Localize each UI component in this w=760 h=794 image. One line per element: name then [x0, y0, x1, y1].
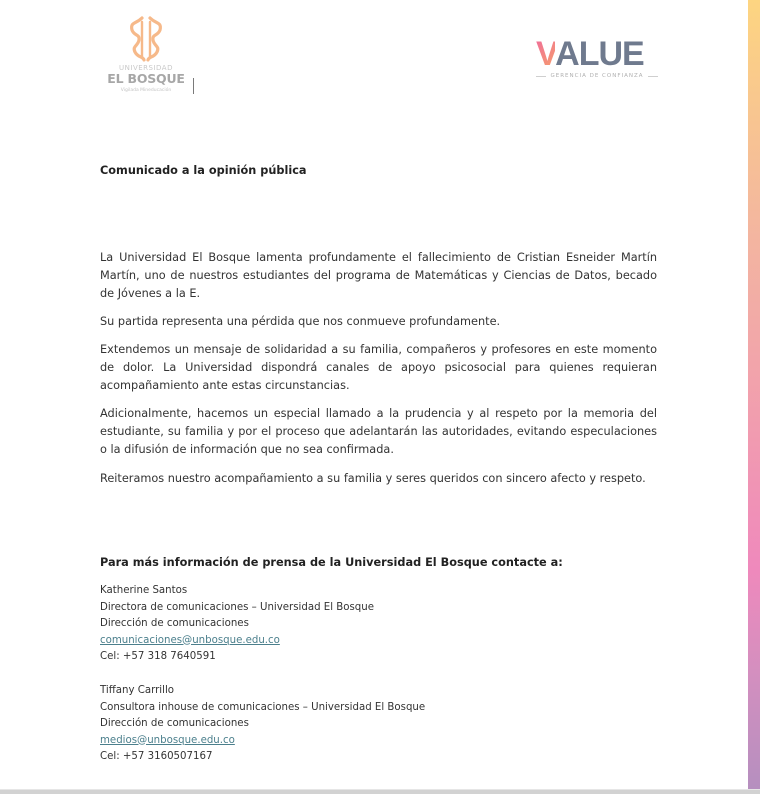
contact-block-2 [100, 683, 425, 766]
contact-heading: Para más información de prensa de la Universidad El Bosque contacte a: [100, 556, 563, 569]
document-title: Comunicado a la opinión pública [100, 164, 307, 177]
contact-email-link[interactable]: medios@unbosque.edu.co [100, 734, 235, 746]
value-tagline: GERENCIA DE CONFIANZA [550, 73, 644, 79]
tagline-dash-right [648, 76, 658, 77]
value-rest-letters: ALUE [555, 35, 644, 73]
contact-department: Dirección de comunicaciones [100, 718, 249, 729]
logo-line-universidad: UNIVERSIDAD [119, 64, 173, 72]
contact-phone: Cel: +57 3160507167 [100, 751, 213, 762]
contact-role: Consultora inhouse de comunicaciones – Universidad El Bosque [100, 701, 426, 713]
logo-divider [193, 78, 194, 94]
value-logo [536, 36, 658, 86]
value-v-letter: V [536, 35, 556, 73]
paragraph-1: La Universidad El Bosque lamenta profundamente el fallecimiento de Cristian Esneider Martín Martín, uno de nuestros estudiantes del programa de Matemáticas y Ciencias de Datos, becado de Jóvenes a la E. [100, 251, 657, 300]
contact-block-1 [100, 583, 374, 666]
value-tagline-row [536, 73, 658, 79]
logo-line-el-bosque: EL BOSQUE [107, 71, 185, 86]
logo-tagline: Vigilada Mineducación [120, 88, 172, 93]
paragraph-4: Adicionalmente, hacemos un especial llamado a la prudencia y al respeto por la memoria del estudiante, su familia y por el proceso que adelantarán las autoridades, evitando especulaciones o la difusión de información que no sea confirmada. [100, 407, 657, 456]
page-bottom-edge [0, 789, 760, 794]
universidad-el-bosque-logo [104, 14, 188, 104]
contact-department: Dirección de comunicaciones [100, 618, 249, 629]
el-bosque-emblem-icon [126, 14, 166, 62]
contact-email-link[interactable]: comunicaciones@unbosque.edu.co [100, 634, 280, 646]
paragraph-5: Reiteramos nuestro acompañamiento a su familia y seres queridos con sincero afecto y respeto. [100, 472, 646, 485]
contact-role: Directora de comunicaciones – Universidad El Bosque [100, 601, 374, 613]
contact-phone: Cel: +57 318 7640591 [100, 651, 216, 662]
tagline-dash-left [536, 76, 546, 77]
contact-name: Katherine Santos [100, 585, 188, 596]
contact-name: Tiffany Carrillo [100, 685, 175, 696]
decorative-gradient-bar [748, 0, 760, 790]
paragraph-2: Su partida representa una pérdida que nos conmueve profundamente. [100, 315, 501, 328]
paragraph-3: Extendemos un mensaje de solidaridad a su familia, compañeros y profesores en este momento de dolor. La Universidad dispondrá canales de apoyo psicosocial para quienes requieran acompañamiento ante estas circunstancias. [100, 343, 657, 392]
value-wordmark [536, 36, 658, 72]
